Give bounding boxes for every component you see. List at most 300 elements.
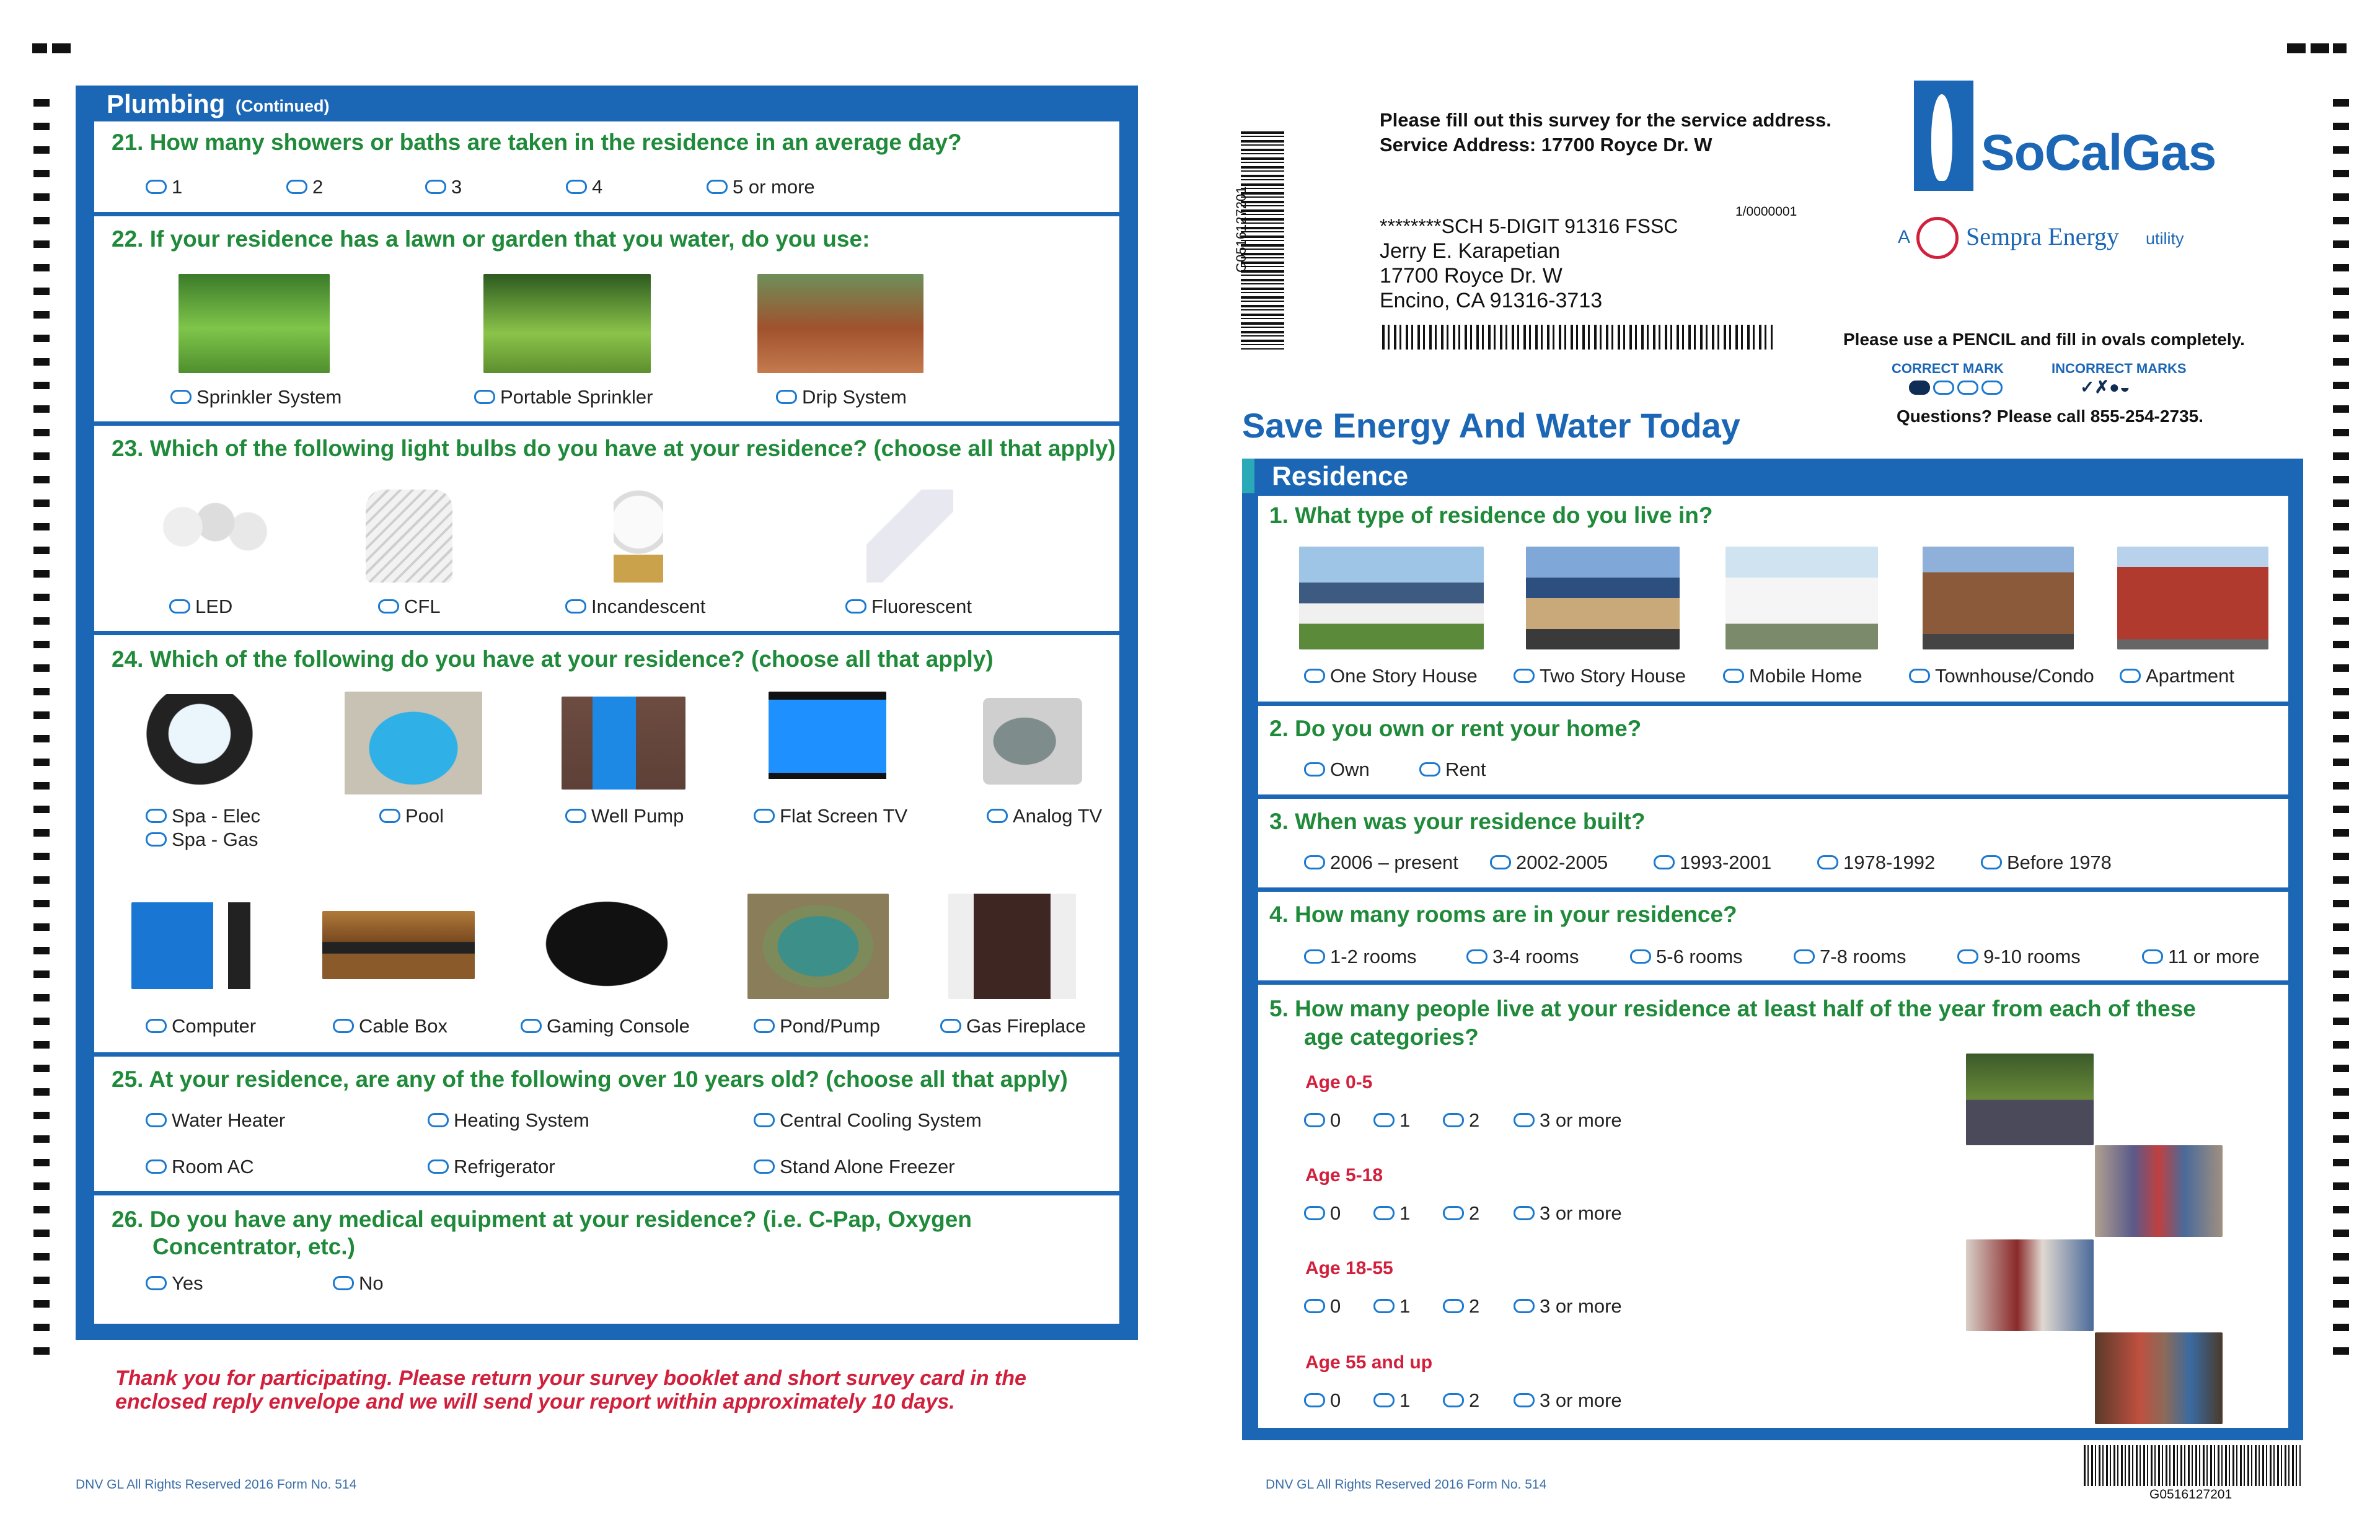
timing-mark [33, 594, 50, 601]
oval-icon [1304, 949, 1325, 964]
sempra-logo-icon [1916, 217, 1959, 259]
timing-mark [33, 311, 50, 319]
right-footer: DNV GL All Rights Reserved 2016 Form No. 514 [1266, 1477, 1547, 1492]
timing-mark [2333, 853, 2349, 860]
age-18-55-option-2[interactable]: 2 [1443, 1295, 1479, 1318]
timing-mark [33, 711, 50, 719]
oval-icon [1817, 855, 1838, 869]
res-q1-apartment[interactable]: Apartment [2120, 665, 2234, 687]
timing-mark [33, 664, 50, 672]
res-question-3: 3. When was your residence built? [1269, 809, 1646, 834]
age-55-up-option-1[interactable]: 1 [1373, 1389, 1410, 1412]
timing-mark [33, 476, 50, 483]
timing-mark [33, 1347, 50, 1355]
timing-mark [2333, 876, 2349, 884]
oval-icon [1654, 855, 1675, 869]
q21-option-4[interactable]: 4 [566, 176, 602, 198]
res-q1-two-story-house[interactable]: Two Story House [1514, 665, 1686, 687]
age-55-up-option-3-or-more[interactable]: 3 or more [1514, 1389, 1622, 1412]
oval-icon [1514, 1113, 1535, 1127]
oval-icon [1373, 1299, 1395, 1313]
timing-mark [2333, 476, 2349, 483]
question-26-line-1: 26. Do you have any medical equipment at your residence? (i.e. C-Pap, Oxygen [112, 1207, 972, 1232]
age-5-18-option-1[interactable]: 1 [1373, 1202, 1410, 1225]
age-0-5-option-2[interactable]: 2 [1443, 1109, 1479, 1132]
portable-sprinkler-image [483, 274, 651, 373]
oval-icon [1514, 1206, 1535, 1220]
timing-mark [33, 193, 50, 201]
timing-mark [33, 1088, 50, 1096]
timing-mark [2333, 1041, 2349, 1049]
oval-icon [1304, 855, 1325, 869]
timing-mark [33, 1206, 50, 1213]
timing-mark [2333, 264, 2349, 271]
one-story-house-image [1299, 547, 1484, 649]
timing-mark [33, 759, 50, 766]
oval-icon [565, 809, 586, 823]
sempra-tagline-utility: utility [2146, 229, 2184, 248]
plumbing-title: Plumbing [107, 89, 226, 118]
questions-phone: Questions? Please call 855-254-2735. [1897, 407, 2203, 426]
q24-computer[interactable]: Computer [146, 1015, 256, 1037]
fluorescent-bulb-image [866, 490, 953, 583]
separator [93, 212, 1122, 216]
sprinkler-system-image [178, 274, 330, 373]
res-question-2: 2. Do you own or rent your home? [1269, 716, 1642, 741]
oval-icon [286, 180, 307, 194]
age-18-55-option-1[interactable]: 1 [1373, 1295, 1410, 1318]
led-bulb-image [144, 490, 274, 583]
age-55-up-option-0[interactable]: 0 [1304, 1389, 1341, 1412]
instruction-line-1: Please fill out this survey for the service address. [1380, 109, 1831, 131]
incorrect-marks-label: INCORRECT MARKS [2052, 361, 2187, 376]
q25-water-heater[interactable]: Water Heater [146, 1109, 285, 1132]
question-25: 25. At your residence, are any of the following over 10 years old? (choose all that apply) [112, 1067, 1068, 1092]
age-55-up-option-2[interactable]: 2 [1443, 1389, 1479, 1412]
timing-mark [33, 1065, 50, 1072]
correct-mark-example [1909, 381, 2006, 395]
gaming-console-image [538, 896, 676, 992]
timing-mark [33, 1018, 50, 1025]
oval-icon [1304, 1393, 1325, 1407]
timing-mark [2333, 1065, 2349, 1072]
bottom-barcode-text: G0516127201 [2149, 1487, 2232, 1502]
residence-title: Residence [1272, 461, 1409, 491]
socalgas-flame-icon [1914, 81, 1973, 191]
oval-icon [146, 180, 167, 194]
cfl-bulb-image [366, 490, 452, 583]
timing-mark [2333, 900, 2349, 907]
age-18-55-label: Age 18-55 [1305, 1258, 1393, 1278]
q21-option-5-or-more[interactable]: 5 or more [707, 176, 815, 198]
oval-icon [1443, 1113, 1464, 1127]
oval-icon [565, 599, 586, 614]
q26-no[interactable]: No [333, 1272, 384, 1295]
oval-icon [1514, 1299, 1535, 1313]
separator [1258, 794, 2288, 799]
toddler-photo [1966, 1054, 2094, 1145]
oval-icon [1443, 1299, 1464, 1313]
timing-mark [2333, 123, 2349, 130]
timing-mark [33, 1135, 50, 1143]
sempra-tagline-a: A [1898, 227, 1911, 247]
timing-mark [33, 146, 50, 154]
question-26-line-2: Concentrator, etc.) [152, 1234, 355, 1259]
timing-mark [2333, 311, 2349, 319]
timing-mark [2333, 594, 2349, 601]
oval-icon [146, 1276, 167, 1290]
oval-icon [754, 1019, 775, 1033]
oval-icon [1514, 669, 1535, 683]
oval-icon [1419, 762, 1440, 777]
timing-mark [33, 547, 50, 554]
oval-icon [566, 180, 587, 194]
timing-mark [2333, 641, 2349, 648]
oval-icon [1981, 855, 2002, 869]
sequence-number: 1/0000001 [1735, 205, 1797, 219]
panel-right-blue-band [1119, 86, 1137, 1336]
q23-cfl[interactable]: CFL [378, 596, 441, 618]
oval-icon [776, 390, 797, 404]
drip-system-image [757, 274, 923, 373]
oval-icon [521, 1019, 542, 1033]
oval-icon [146, 1113, 167, 1127]
timing-mark [33, 853, 50, 860]
timing-mark [2333, 405, 2349, 413]
timing-mark [2333, 1300, 2349, 1308]
timing-mark [33, 876, 50, 884]
timing-mark [33, 405, 50, 413]
res-q1-mobile-home[interactable]: Mobile Home [1723, 665, 1862, 687]
timing-mark [2333, 547, 2349, 554]
adults-photo [1966, 1239, 2094, 1331]
timing-mark [33, 382, 50, 389]
oval-icon [754, 1113, 775, 1127]
timing-mark [33, 523, 50, 530]
timing-mark [2333, 1324, 2349, 1331]
seniors-photo [2095, 1332, 2223, 1424]
timing-mark [33, 217, 50, 224]
res-question-5-line-2: age categories? [1304, 1024, 1479, 1050]
flame-inner [1931, 94, 1952, 181]
q24-flat-screen-tv[interactable]: Flat Screen TV [754, 805, 907, 827]
age-55-up-label: Age 55 and up [1305, 1352, 1433, 1373]
timing-mark [2333, 806, 2349, 813]
oval-icon [1443, 1393, 1464, 1407]
oval-icon [333, 1019, 354, 1033]
gas-fireplace-image [948, 894, 1076, 999]
res-q3-2002-2005[interactable]: 2002-2005 [1490, 851, 1608, 874]
oval-icon [1304, 762, 1325, 777]
oval-icon [1304, 1206, 1325, 1220]
timing-mark [2333, 288, 2349, 295]
q21-option-1[interactable]: 1 [146, 176, 182, 198]
age-18-55-option-3-or-more[interactable]: 3 or more [1514, 1295, 1622, 1318]
oval-icon [1304, 1299, 1325, 1313]
oval-icon [1490, 855, 1511, 869]
timing-mark [33, 735, 50, 742]
res-q4-7-8-rooms[interactable]: 7-8 rooms [1794, 946, 1906, 968]
timing-mark [2333, 664, 2349, 672]
res-q3-1978-1992[interactable]: 1978-1992 [1817, 851, 1935, 874]
question-21: 21. How many showers or baths are taken in the residence in an average day? [112, 130, 962, 155]
timing-mark [33, 452, 50, 460]
res-q1-townhouse-condo[interactable]: Townhouse/Condo [1909, 665, 2094, 687]
separator [93, 421, 1122, 426]
oval-icon [1723, 669, 1744, 683]
apartment-image [2117, 547, 2268, 649]
oval-icon [333, 1276, 354, 1290]
postal-barcode [1382, 325, 1773, 350]
age-5-18-option-0[interactable]: 0 [1304, 1202, 1341, 1225]
oval-icon [146, 809, 167, 823]
oval-icon [1909, 669, 1930, 683]
oval-icon [1630, 949, 1651, 964]
res-q3-1993-2001[interactable]: 1993-2001 [1654, 851, 1771, 874]
age-5-18-option-3-or-more[interactable]: 3 or more [1514, 1202, 1622, 1225]
oval-icon [2120, 669, 2141, 683]
res-q4-11-or-more[interactable]: 11 or more [2142, 946, 2260, 968]
townhouse-condo-image [1923, 547, 2074, 649]
question-23: 23. Which of the following light bulbs do you have at your residence? (choose all that apply) [112, 436, 1116, 461]
oval-icon [1933, 381, 1954, 395]
bottom-barcode [2084, 1445, 2301, 1486]
timing-mark [33, 829, 50, 837]
timing-mark [33, 288, 50, 295]
corner-mark [52, 43, 71, 53]
timing-mark [33, 1159, 50, 1166]
corner-mark [2311, 43, 2329, 53]
two-story-house-image [1526, 547, 1680, 649]
q25-heating-system[interactable]: Heating System [428, 1109, 589, 1132]
timing-mark [33, 429, 50, 436]
filled-oval-icon [1909, 381, 1930, 395]
oval-icon [378, 599, 399, 614]
timing-mark [2333, 711, 2349, 719]
oval-icon [1373, 1113, 1395, 1127]
timing-mark [33, 994, 50, 1001]
q25-refrigerator[interactable]: Refrigerator [428, 1156, 555, 1178]
timing-mark [2333, 923, 2349, 931]
timing-mark [2333, 735, 2349, 742]
timing-mark [33, 335, 50, 342]
q21-option-2[interactable]: 2 [286, 176, 323, 198]
oval-icon [474, 390, 495, 404]
res-question-1: 1. What type of residence do you live in? [1269, 503, 1713, 528]
timing-mark [2333, 759, 2349, 766]
separator [93, 1052, 1122, 1057]
timing-mark [33, 240, 50, 248]
q22-sprinkler-system[interactable]: Sprinkler System [170, 386, 342, 408]
q25-central-cooling-system[interactable]: Central Cooling System [754, 1109, 982, 1132]
separator [1258, 980, 2288, 985]
oval-icon [1981, 381, 2003, 395]
oval-icon [1304, 1113, 1325, 1127]
res-q1-one-story-house[interactable]: One Story House [1304, 665, 1478, 687]
oval-icon [428, 1159, 449, 1174]
oval-icon [428, 1113, 449, 1127]
sempra-tagline-name: Sempra Energy [1966, 222, 2119, 250]
residence-header-teal [1242, 459, 1254, 493]
address-line-1: ********SCH 5-DIGIT 91316 FSSC [1380, 215, 1678, 237]
age-5-18-option-2[interactable]: 2 [1443, 1202, 1479, 1225]
timing-mark [2333, 382, 2349, 389]
age-5-18-label: Age 5-18 [1305, 1165, 1383, 1186]
q24-spa-gas[interactable]: Spa - Gas [146, 829, 258, 851]
timing-mark [33, 1324, 50, 1331]
res-q3-before-1978[interactable]: Before 1978 [1981, 851, 2112, 874]
timing-mark [33, 1112, 50, 1119]
timing-mark [2333, 335, 2349, 342]
timing-mark [33, 264, 50, 271]
timing-mark [2333, 1088, 2349, 1096]
separator [1258, 702, 2288, 706]
q22-drip-system[interactable]: Drip System [776, 386, 907, 408]
age-18-55-option-0[interactable]: 0 [1304, 1295, 1341, 1318]
q23-led[interactable]: LED [169, 596, 232, 618]
timing-mark [2333, 1135, 2349, 1143]
corner-mark [2333, 43, 2347, 53]
timing-mark [33, 900, 50, 907]
timing-mark [33, 1182, 50, 1190]
timing-mark [33, 1277, 50, 1284]
timing-mark [33, 688, 50, 695]
thank-you-line-2: enclosed reply envelope and we will send your report within approximately 10 days. [115, 1390, 955, 1414]
timing-mark [2333, 523, 2349, 530]
oval-icon [1957, 381, 1978, 395]
timing-mark [2333, 1347, 2349, 1355]
timing-mark [33, 1230, 50, 1237]
age-0-5-option-1[interactable]: 1 [1373, 1109, 1410, 1132]
thank-you-line-1: Thank you for participating. Please return your survey booklet and short survey card in the [115, 1366, 1026, 1390]
timing-mark [2333, 240, 2349, 248]
q24-gas-fireplace[interactable]: Gas Fireplace [940, 1015, 1086, 1037]
timing-mark [2333, 1277, 2349, 1284]
timing-mark [2333, 499, 2349, 507]
q22-portable-sprinkler[interactable]: Portable Sprinkler [474, 386, 653, 408]
q24-spa-elec[interactable]: Spa - Elec [146, 805, 260, 827]
oval-icon [754, 809, 775, 823]
oval-icon [146, 1019, 167, 1033]
timing-mark [2333, 429, 2349, 436]
q25-room-ac[interactable]: Room AC [146, 1156, 254, 1178]
timing-mark [2333, 1159, 2349, 1166]
instruction-line-2: Service Address: 17700 Royce Dr. W [1380, 134, 1712, 156]
timing-mark [33, 99, 50, 107]
vertical-barcode-text: G0516127201 [1233, 186, 1249, 273]
plumbing-header [79, 86, 1134, 121]
age-0-5-option-3-or-more[interactable]: 3 or more [1514, 1109, 1622, 1132]
oval-icon [1443, 1206, 1464, 1220]
timing-mark [33, 970, 50, 978]
oval-icon [1957, 949, 1978, 964]
timing-mark [33, 1253, 50, 1261]
address-line-2: Jerry E. Karapetian [1380, 239, 1561, 263]
separator [1258, 887, 2288, 892]
res-q2-rent[interactable]: Rent [1419, 759, 1486, 781]
timing-mark [33, 641, 50, 648]
separator [93, 631, 1122, 635]
oval-icon [1514, 1393, 1535, 1407]
oval-icon [1304, 669, 1325, 683]
res-q3-2006-present[interactable]: 2006 – present [1304, 851, 1458, 874]
timing-mark [33, 947, 50, 954]
oval-icon [1466, 949, 1488, 964]
well-pump-image [562, 697, 685, 790]
q24-gaming-console[interactable]: Gaming Console [521, 1015, 690, 1037]
timing-mark [33, 1041, 50, 1049]
oval-icon [987, 809, 1008, 823]
timing-mark [2333, 452, 2349, 460]
q21-option-3[interactable]: 3 [425, 176, 462, 198]
q24-well-pump[interactable]: Well Pump [565, 805, 684, 827]
oval-icon [379, 809, 400, 823]
flat-screen-tv-image [769, 692, 886, 791]
q26-yes[interactable]: Yes [146, 1272, 203, 1295]
age-0-5-option-0[interactable]: 0 [1304, 1109, 1341, 1132]
address-line-4: Encino, CA 91316-3713 [1380, 289, 1603, 312]
timing-mark [2333, 617, 2349, 625]
q23-incandescent[interactable]: Incandescent [565, 596, 705, 618]
timing-mark [33, 806, 50, 813]
timing-mark [2333, 1206, 2349, 1213]
q24-pond-pump[interactable]: Pond/Pump [754, 1015, 880, 1037]
incorrect-marks-example: ✓✗●◒ [2080, 377, 2130, 397]
children-photo [2095, 1145, 2223, 1237]
q24-pool[interactable]: Pool [379, 805, 444, 827]
question-24: 24. Which of the following do you have at your residence? (choose all that apply) [112, 646, 994, 672]
panel-bottom-blue-band [76, 1324, 1137, 1337]
res-q4-5-6-rooms[interactable]: 5-6 rooms [1630, 946, 1743, 968]
q24-analog-tv[interactable]: Analog TV [987, 805, 1102, 827]
res-q4-3-4-rooms[interactable]: 3-4 rooms [1466, 946, 1579, 968]
corner-mark [2287, 43, 2306, 53]
age-0-5-label: Age 0-5 [1305, 1072, 1373, 1093]
socalgas-logo-text: SoCalGas [1981, 125, 2216, 181]
timing-mark [2333, 970, 2349, 978]
address-line-3: 17700 Royce Dr. W [1380, 264, 1562, 288]
timing-mark [2333, 217, 2349, 224]
corner-mark [32, 43, 47, 53]
res-question-4: 4. How many rooms are in your residence? [1269, 902, 1737, 927]
timing-mark [2333, 782, 2349, 790]
q24-cable-box[interactable]: Cable Box [333, 1015, 447, 1037]
timing-mark [2333, 1253, 2349, 1261]
q25-stand-alone-freezer[interactable]: Stand Alone Freezer [754, 1156, 955, 1178]
mobile-home-image [1726, 547, 1878, 649]
incandescent-bulb-image [614, 490, 663, 583]
timing-mark [33, 123, 50, 130]
oval-icon [425, 180, 446, 194]
oval-icon [146, 832, 167, 847]
computer-image [131, 902, 280, 989]
oval-icon [845, 599, 866, 614]
timing-mark [2333, 994, 2349, 1001]
res-q2-own[interactable]: Own [1304, 759, 1370, 781]
analog-tv-image [983, 698, 1082, 785]
res-question-5-line-1: 5. How many people live at your residence at least half of the year from each of these [1269, 996, 2196, 1021]
q23-fluorescent[interactable]: Fluorescent [845, 596, 972, 618]
res-q4-9-10-rooms[interactable]: 9-10 rooms [1957, 946, 2081, 968]
timing-mark [2333, 99, 2349, 107]
oval-icon [146, 1159, 167, 1174]
pencil-instruction: Please use a PENCIL and fill in ovals completely. [1843, 330, 2245, 349]
timing-mark [2333, 193, 2349, 201]
timing-mark [33, 1300, 50, 1308]
res-q4-1-2-rooms[interactable]: 1-2 rooms [1304, 946, 1417, 968]
page-title: Save Energy And Water Today [1242, 406, 1740, 445]
oval-icon [170, 390, 192, 404]
